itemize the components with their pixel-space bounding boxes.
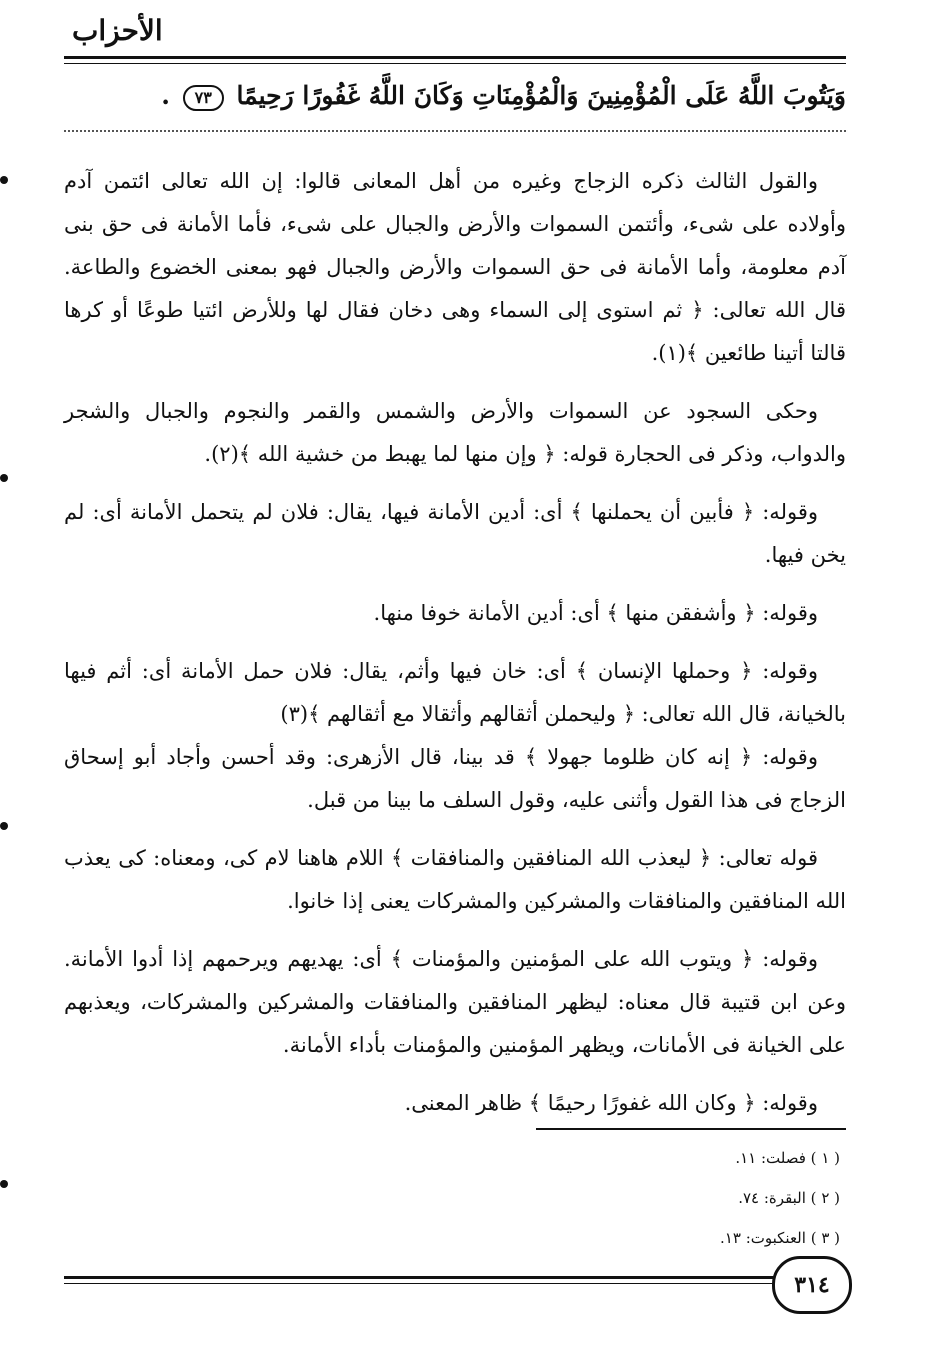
verse-text: وَيَتُوبَ اللَّهُ عَلَى الْمُؤْمِنِينَ وَالْمُؤْمِنَاتِ وَكَانَ اللَّهُ غَفُورًا رَحِيمًا (236, 81, 846, 110)
margin-mark (0, 822, 8, 830)
verse-end-mark: . (161, 81, 170, 110)
footnote: ( ١ ) فصلت: ١١. (735, 1149, 840, 1167)
margin-mark (0, 1180, 8, 1188)
header-rule-thick (64, 56, 846, 59)
footnote: ( ٣ ) العنكبوت: ١٣. (720, 1229, 840, 1247)
paragraph: قوله تعالى: ﴿ ليعذب الله المنافقين والمنافقات ﴾ اللام هاهنا لام كى، ومعناه: كى يعذب الله المنافقين والمنافقات والمشركين والمشركات يعنى إذا خانوا. (64, 846, 846, 913)
margin-mark (0, 474, 8, 482)
paragraph: وقوله: ﴿ فأبين أن يحملنها ﴾ أى: أدين الأمانة فيها، يقال: فلان لم يتحمل الأمانة أى: لم يخن فيها. (64, 500, 846, 567)
running-header: الأحزاب (72, 14, 163, 47)
footnote: ( ٢ ) البقرة: ٧٤. (738, 1189, 840, 1207)
header-rule-thin (64, 63, 846, 64)
paragraph: والقول الثالث ذكره الزجاج وغيره من أهل المعانى قالوا: إن الله تعالى ائتمن آدم وأولاده على شىء، وأئتمن السموات والأرض والجبال على شىء، فأما الأمانة فى حق بنى آدم معلومة، وأما الأمانة فى حق السموات والأرض والجبال فهو بمعنى الخضوع والطاعة. قال الله تعالى: ﴿ ثم استوى إلى السماء وهى دخان فقال لها وللأرض ائتيا طوعًا أو كرها قالتا أتينا طائعين ﴾(١). (64, 169, 846, 365)
paragraph: وقوله: ﴿ وكان الله غفورًا رحيمًا ﴾ ظاهر المعنى. (404, 1091, 818, 1115)
paragraph: وحكى السجود عن السموات والأرض والشمس والقمر والنجوم والجبال والشجر والدواب، وذكر فى الحجارة قوله: ﴿ وإن منها لما يهبط من خشية الله ﴾(٢). (64, 399, 846, 466)
page-number: ٣١٤ (772, 1256, 852, 1314)
margin-mark (0, 176, 8, 184)
verse-separator (64, 130, 846, 132)
footer-rule-thick (64, 1276, 774, 1279)
paragraph: وقوله: ﴿ وحملها الإنسان ﴾ أى: خان فيها وأثم، يقال: فلان حمل الأمانة أى: أثم فيها بالخيانة، قال الله تعالى: ﴿ وليحملن أثقالهم وأثقالا مع أثقالهم ﴾(٣) (64, 659, 846, 726)
paragraph: وقوله: ﴿ وأشفقن منها ﴾ أى: أدين الأمانة خوفا منها. (373, 601, 818, 625)
footnote-rule (536, 1128, 846, 1130)
paragraph: وقوله: ﴿ إنه كان ظلوما جهولا ﴾ قد بينا، قال الأزهرى: وقد أحسن وأجاد أبو إسحاق الزجاج فى هذا القول وأثنى عليه، وقول السلف ما بينا من قبل. (64, 745, 846, 812)
footnotes (720, 1138, 840, 1258)
commentary-body (64, 160, 846, 1140)
verse-number-badge: ٧٣ (183, 85, 224, 111)
footer-rule-thin (64, 1283, 774, 1284)
paragraph: وقوله: ﴿ ويتوب الله على المؤمنين والمؤمنات ﴾ أى: يهديهم ويرحمهم إذا أدوا الأمانة. وعن ابن قتيبة قال معناه: ليظهر المنافقين والمنافقات والمشركين والمشركات، ويعذبهم على الخيانة فى الأمانات، ويظهر المؤمنين والمؤمنات بأداء الأمانة. (64, 947, 846, 1057)
quran-verse (64, 76, 846, 116)
